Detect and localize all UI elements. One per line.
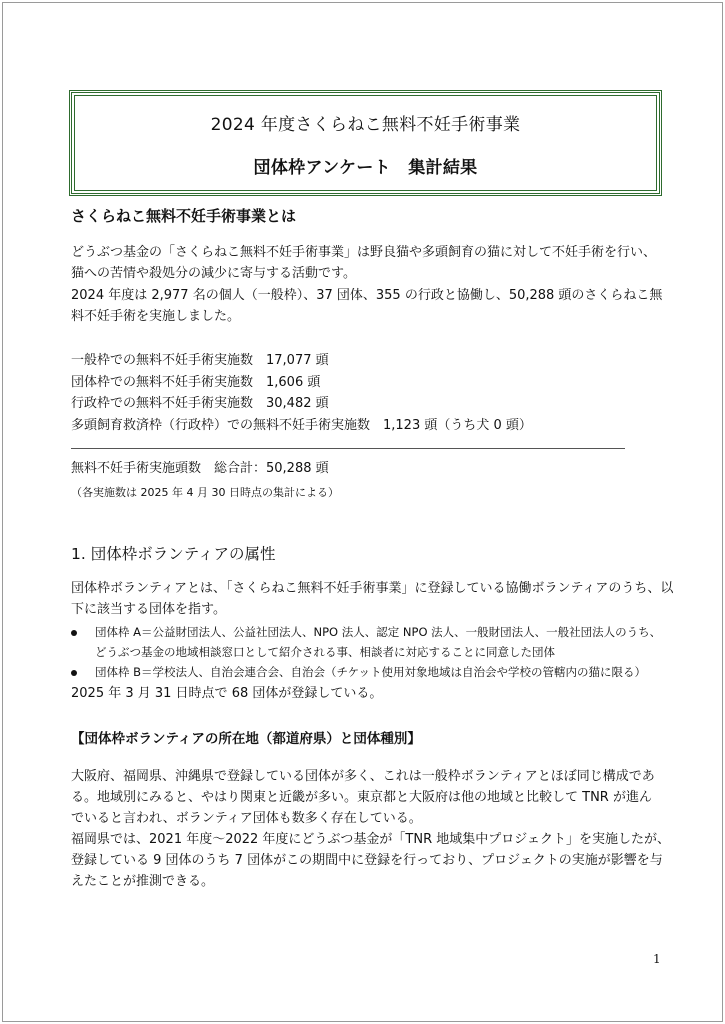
subsection-paragraph-line: 大阪府、福岡県、沖縄県で登録している団体が多く、これは一般枠ボランティアとほぼ同じ構成であ	[71, 769, 655, 784]
document-title: 2024 年度さくらねこ無料不妊手術事業	[210, 115, 521, 135]
document-subtitle: 団体枠アンケート 集計結果	[253, 158, 478, 178]
intro-paragraph-line: 料不妊手術を実施しました。	[71, 309, 241, 324]
section-1-paragraph-line: 団体枠ボランティアとは、「さくらねこ無料不妊手術事業」に登録している協働ボランティアのうち、以	[71, 581, 674, 596]
bullet-group-a-line: 団体枠 A＝公益財団法人、公益社団法人、NPO 法人、認定 NPO 法人、一般財団法人、一般社団法人のうち、	[95, 625, 662, 639]
count-line-government: 行政枠での無料不妊手術実施数 30,482 頭	[71, 396, 329, 411]
subsection-paragraph-line: 登録している 9 団体のうち 7 団体がこの期間中に登録を行っており、プロジェクトの実施が影響を与	[71, 853, 663, 868]
count-line-group: 団体枠での無料不妊手術実施数 1,606 頭	[71, 375, 321, 390]
document-page	[2, 2, 723, 1022]
bullet-group-a-line: どうぶつ基金の地域相談窓口として紹介される事、相談者に対応することに同意した団体	[95, 645, 555, 659]
divider	[71, 448, 625, 449]
page-number: 1	[653, 952, 661, 966]
subsection-paragraph-line: えたことが推測できる。	[71, 874, 215, 889]
subsection-paragraph-line: る。地域別にみると、やはり関東と近畿が多い。東京都と大阪府は他の地域と比較して TNR が進ん	[71, 790, 652, 805]
intro-paragraph-line: 猫への苦情や殺処分の減少に寄与する活動です。	[71, 266, 356, 281]
total-count: 無料不妊手術実施頭数 総合計：50,288 頭	[71, 461, 329, 476]
title-box	[69, 90, 662, 196]
subsection-heading: 【団体枠ボランティアの所在地（都道府県）と団体種別】	[71, 731, 421, 747]
total-note: （各実施数は 2025 年 4 月 30 日時点の集計による）	[71, 486, 339, 499]
bullet-dot-icon	[71, 630, 77, 636]
section-1-paragraph-line: 下に該当する団体を指す。	[71, 602, 226, 617]
count-line-general: 一般枠での無料不妊手術実施数 17,077 頭	[71, 353, 329, 368]
count-line-multi-rescue: 多頭飼育救済枠（行政枠）での無料不妊手術実施数 1,123 頭（うち犬 0 頭）	[71, 418, 532, 433]
section-1-heading: 1. 団体枠ボランティアの属性	[71, 545, 276, 563]
subsection-paragraph-line: でいると言われ、ボランティア団体も数多く存在している。	[71, 811, 422, 826]
intro-heading: さくらねこ無料不妊手術事業とは	[71, 207, 297, 225]
bullet-group-b: 団体枠 B＝学校法人、自治会連合会、自治会（チケット使用対象地域は自治会や学校の管轄内の猫に限る）	[95, 665, 647, 679]
intro-paragraph-line: どうぶつ基金の「さくらねこ無料不妊手術事業」は野良猫や多頭飼育の猫に対して不妊手術を行い、	[71, 245, 657, 260]
intro-paragraph-line: 2024 年度は 2,977 名の個人（一般枠）、37 団体、355 の行政と協働し、50,288 頭のさくらねこ無	[71, 288, 663, 303]
subsection-paragraph-line: 福岡県では、2021 年度～2022 年度にどうぶつ基金が「TNR 地域集中プロジェクト」を実施したが、	[71, 832, 671, 847]
bullet-dot-icon	[71, 670, 77, 676]
registered-count: 2025 年 3 月 31 日時点で 68 団体が登録している。	[71, 686, 383, 701]
